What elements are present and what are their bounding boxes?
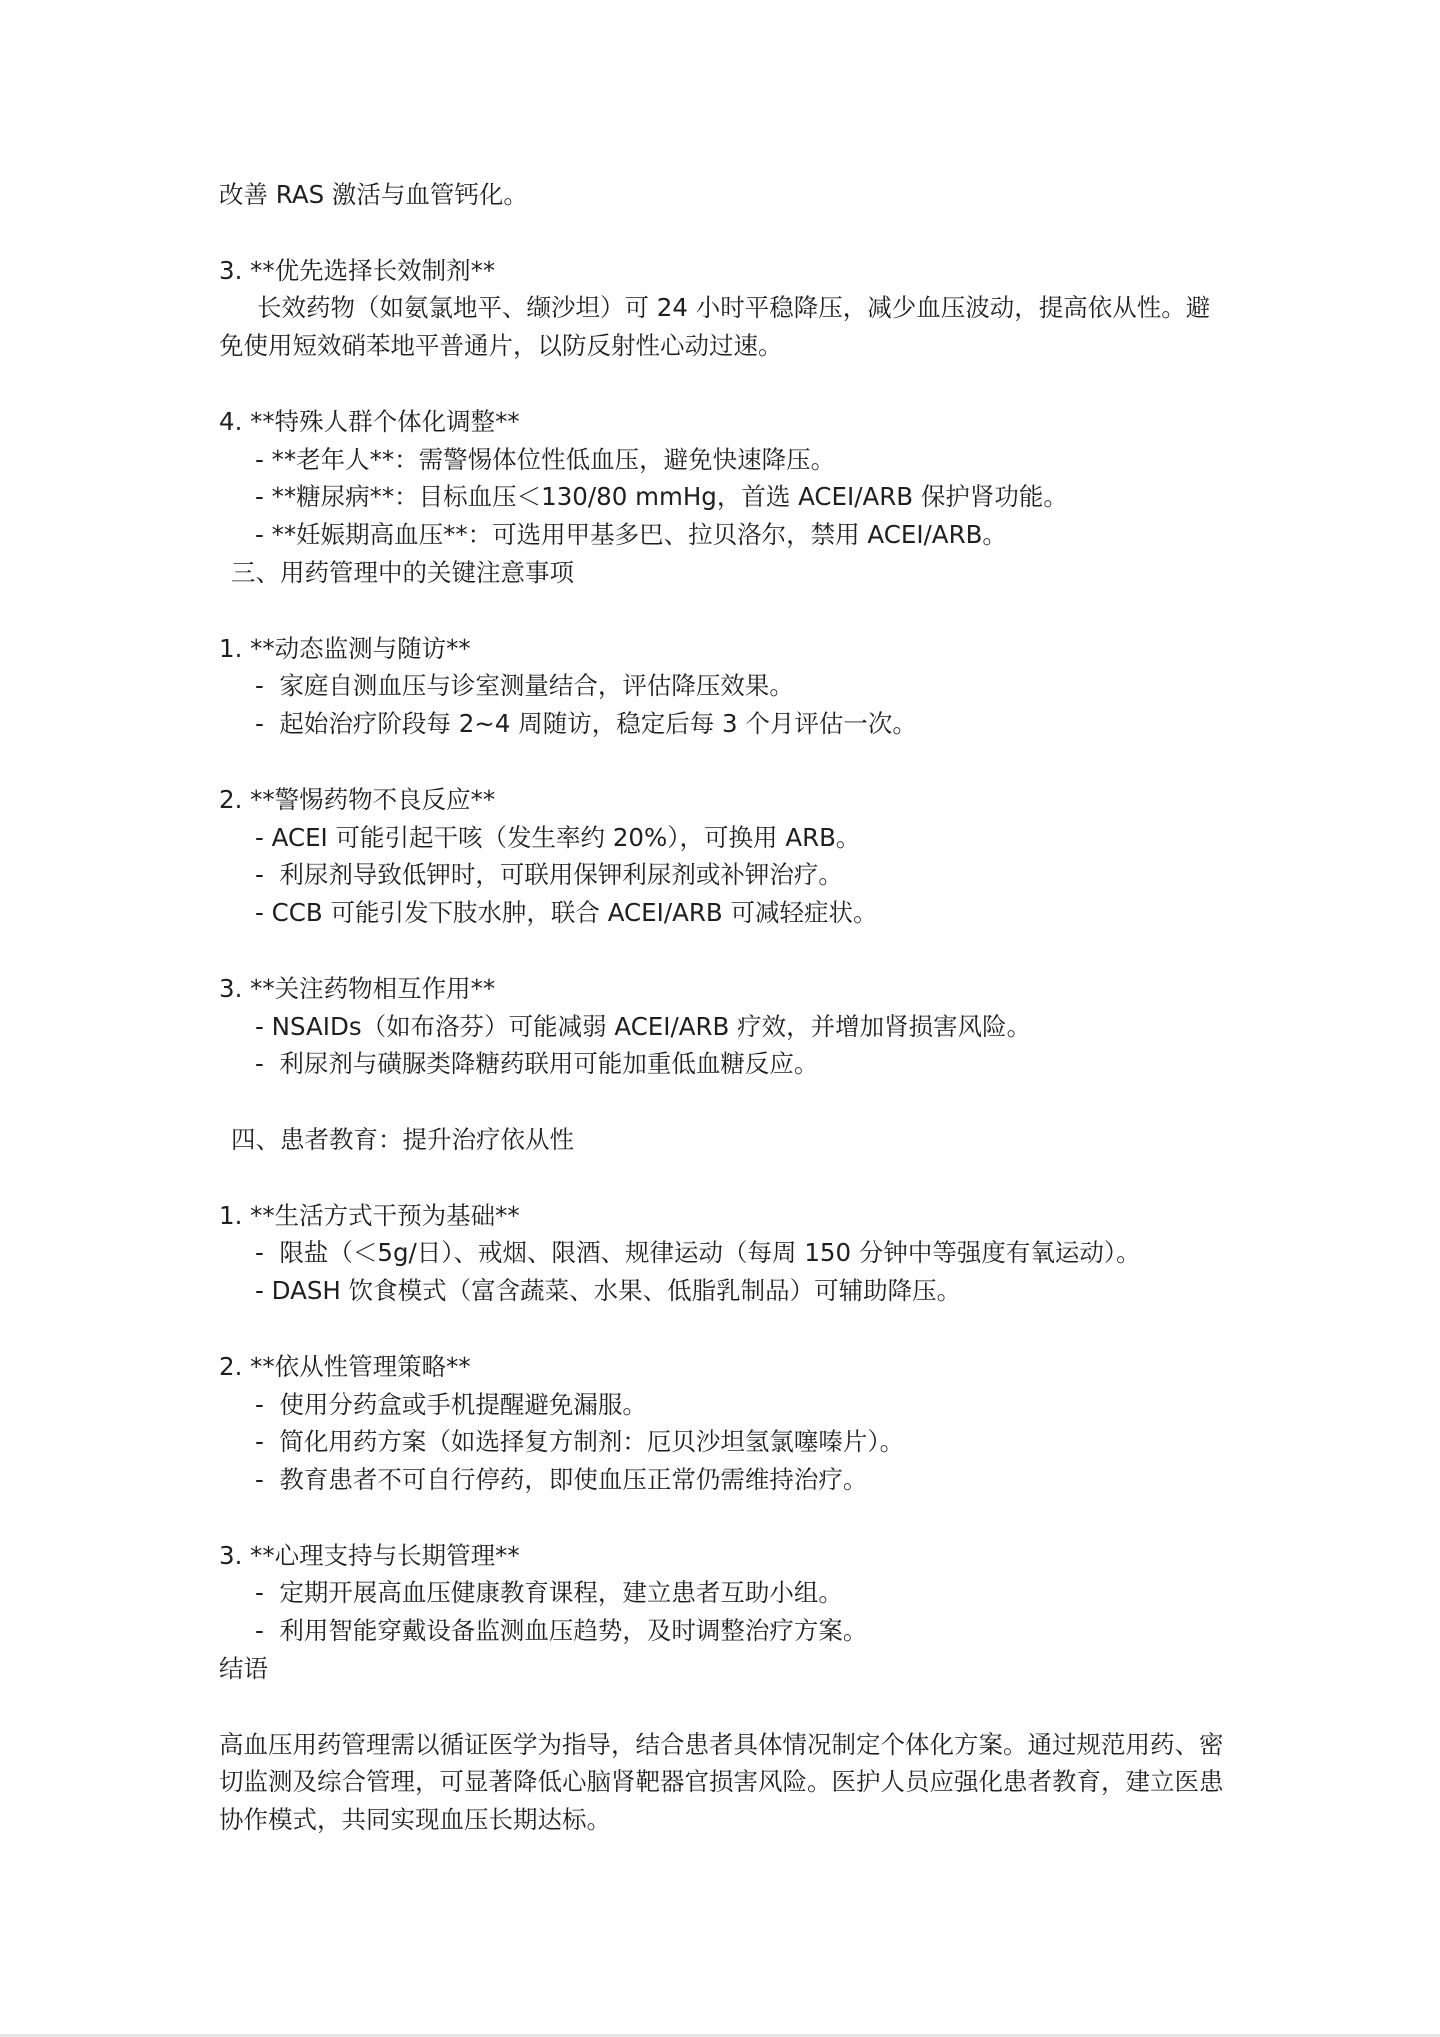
- list-item: - 限盐（＜5g/日）、戒烟、限酒、规律运动（每周 150 分钟中等强度有氧运动）。: [255, 1238, 1141, 1268]
- text-line: 1. **生活方式干预为基础**: [219, 1200, 520, 1230]
- blank-line: [219, 1310, 1231, 1348]
- list-item: - 定期开展高血压健康教育课程，建立患者互助小组。: [255, 1578, 843, 1608]
- text-line: 改善 RAS 激活与血管钙化。: [219, 180, 528, 209]
- text-line: 3. **心理支持与长期管理**: [219, 1540, 520, 1570]
- blank-line: [219, 1688, 1231, 1726]
- list-item: - 使用分药盒或手机提醒避免漏服。: [255, 1389, 647, 1419]
- document-page: [219, 176, 1231, 1839]
- list-item: - 利尿剂与磺脲类降糖药联用可能加重低血糖反应。: [255, 1049, 819, 1079]
- blank-line: [219, 1159, 1231, 1197]
- list-item: - 利尿剂导致低钾时，可联用保钾利尿剂或补钾治疗。: [255, 860, 843, 890]
- text-line: 2. **依从性管理策略**: [219, 1351, 471, 1381]
- list-item: - 教育患者不可自行停药，即使血压正常仍需维持治疗。: [255, 1465, 868, 1495]
- list-item: - 家庭自测血压与诊室测量结合，评估降压效果。: [255, 671, 794, 701]
- list-item: - ACEI 可能引起干咳（发生率约 20%），可换用 ARB。: [255, 822, 861, 852]
- list-item: - DASH 饮食模式（富含蔬菜、水果、低脂乳制品）可辅助降压。: [255, 1276, 962, 1306]
- blank-line: [219, 932, 1231, 970]
- list-item: - **妊娠期高血压**：可选用甲基多巴、拉贝洛尔，禁用 ACEI/ARB。: [255, 520, 1007, 550]
- blank-line: [219, 1499, 1231, 1537]
- list-item: - 利用智能穿戴设备监测血压趋势，及时调整治疗方案。: [255, 1616, 868, 1646]
- text-line: 3. **优先选择长效制剂**: [219, 255, 496, 285]
- paragraph: 长效药物（如氨氯地平、缬沙坦）可 24 小时平稳降压，减少血压波动，提高依从性。避免使用短效硝苯地平普通片，以防反射性心动过速。: [219, 293, 1211, 361]
- blank-line: [219, 592, 1231, 630]
- list-item: - 简化用药方案（如选择复方制剂：厄贝沙坦氢氯噻嗪片）。: [255, 1427, 905, 1457]
- text-line: 4. **特殊人群个体化调整**: [219, 406, 520, 436]
- list-item: - CCB 可能引发下肢水肿，联合 ACEI/ARB 可减轻症状。: [255, 898, 878, 928]
- text-line: 2. **警惕药物不良反应**: [219, 784, 496, 814]
- paragraph: 高血压用药管理需以循证医学为指导，结合患者具体情况制定个体化方案。通过规范用药、密切监测及综合管理，可显著降低心脑肾靶器官损害风险。医护人员应强化患者教育，建立医患协作模式，共同实现血压长期达标。: [219, 1729, 1224, 1835]
- list-item: - 起始治疗阶段每 2~4 周随访，稳定后每 3 个月评估一次。: [255, 709, 917, 739]
- blank-line: [219, 214, 1231, 252]
- blank-line: [219, 365, 1231, 403]
- text-line: 结语: [219, 1654, 268, 1684]
- section-heading: 四、患者教育：提升治疗依从性: [231, 1124, 574, 1154]
- section-heading: 三、用药管理中的关键注意事项: [231, 557, 574, 587]
- blank-line: [219, 1083, 1231, 1121]
- list-item: - **糖尿病**：目标血压＜130/80 mmHg，首选 ACEI/ARB 保护肾功能。: [255, 482, 1068, 512]
- text-line: 1. **动态监测与随访**: [219, 633, 471, 663]
- text-line: 3. **关注药物相互作用**: [219, 973, 496, 1003]
- blank-line: [219, 743, 1231, 781]
- list-item: - NSAIDs（如布洛芬）可能减弱 ACEI/ARB 疗效，并增加肾损害风险。: [255, 1011, 1032, 1041]
- list-item: - **老年人**：需警惕体位性低血压，避免快速降压。: [255, 444, 836, 474]
